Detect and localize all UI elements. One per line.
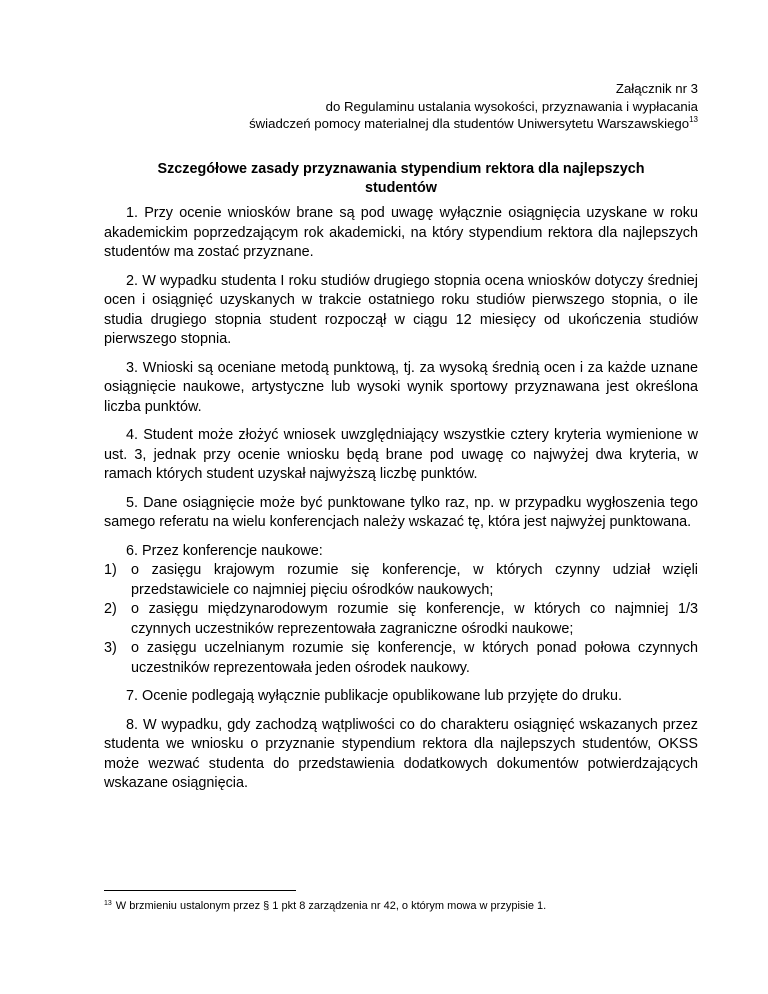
list-item-text: o zasięgu międzynarodowym rozumie się konferencje, w których co najmniej 1/3 czynnych uczestników reprezentowała zagraniczne ośrodki naukowe;	[131, 601, 698, 637]
document-body	[104, 204, 698, 803]
footnote-number: 13	[104, 900, 112, 907]
header-line-3-text: świadczeń pomocy materialnej dla studentów Uniwersytetu Warszawskiego	[249, 116, 690, 131]
list-item-text: o zasięgu uczelnianym rozumie się konferencje, w których ponad połowa czynnych uczestników reprezentowała jeden ośrodek naukowy.	[131, 640, 698, 676]
paragraph-7: 7. Ocenie podlegają wyłącznie publikacje opublikowane lub przyjęte do druku.	[126, 688, 622, 704]
footnote-separator	[104, 890, 296, 891]
list-item	[104, 561, 698, 600]
list-item-number: 3)	[104, 640, 117, 656]
list-item-number: 1)	[104, 562, 117, 578]
document-title	[104, 160, 698, 197]
footnote	[104, 899, 698, 913]
header-line-2: do Regulaminu ustalania wysokości, przyznawania i wypłacania	[325, 98, 698, 114]
paragraph-1: 1. Przy ocenie wniosków brane są pod uwagę wyłącznie osiągnięcia uzyskane w roku akademickim poprzedzającym rok akademicki, na który stypendium rektora dla najlepszych studentów ma zostać przyznane.	[104, 205, 698, 260]
list-item	[104, 600, 698, 639]
paragraph-3: 3. Wnioski są oceniane metodą punktową, tj. za wysoką średnią ocen i za każde uznane osiągnięcie naukowe, artystyczne lub wysoki wynik sportowy przyznawana jest określona liczba punktów.	[104, 359, 698, 415]
header-footnote-ref: 13	[689, 115, 698, 124]
paragraph-2: 2. W wypadku studenta I roku studiów drugiego stopnia ocena wniosków dotyczy średniej ocen i osiągnięć uzyskanych w trakcie ostatniego roku studiów pierwszego stopnia, o ile studia drugiego stopnia student rozpoczął w ciągu 12 miesięcy od ukończenia studiów pierwszego stopnia.	[104, 272, 698, 347]
paragraph-6: 6. Przez konferencje naukowe:	[126, 542, 323, 559]
list-item-text: o zasięgu krajowym rozumie się konferencje, w których czynny udział wzięli przedstawiciele co najmniej pięciu ośrodków naukowych;	[131, 562, 698, 598]
header-line-3	[104, 115, 698, 133]
paragraph-8: 8. W wypadku, gdy zachodzą wątpliwości co do charakteru osiągnięć wskazanych przez studenta we wniosku o przyznanie stypendium rektora dla najlepszych studentów, OKSS może wezwać studenta do przedstawienia dodatkowych dokumentów potwierdzających wskazane osiągnięcia.	[104, 716, 698, 791]
footnote-text: W brzmieniu ustalonym przez § 1 pkt 8 zarządzenia nr 42, o którym mowa w przypisie 1.	[115, 900, 547, 912]
paragraph-4: 4. Student może złożyć wniosek uwzględniający wszystkie cztery kryteria wymienione w ust. 3, jednak przy ocenie wniosku będą brane pod uwagę co najwyżej dwa kryteria, w ramach których student uzyskał najwyższą liczbę punktów.	[104, 427, 698, 482]
conference-types-list	[104, 561, 698, 678]
title-line-2: studentów	[365, 179, 437, 196]
list-item	[104, 639, 698, 678]
paragraph-5: 5. Dane osiągnięcie może być punktowane tylko raz, np. w przypadku wygłoszenia tego samego referatu na wielu konferencjach należy wskazać tę, która jest najwyżej punktowana.	[104, 494, 698, 530]
header-line-1: Załącznik nr 3	[615, 81, 698, 96]
list-item-number: 2)	[104, 601, 117, 617]
title-line-1: Szczegółowe zasady przyznawania stypendium rektora dla najlepszych	[157, 161, 645, 177]
attachment-header	[104, 80, 698, 133]
